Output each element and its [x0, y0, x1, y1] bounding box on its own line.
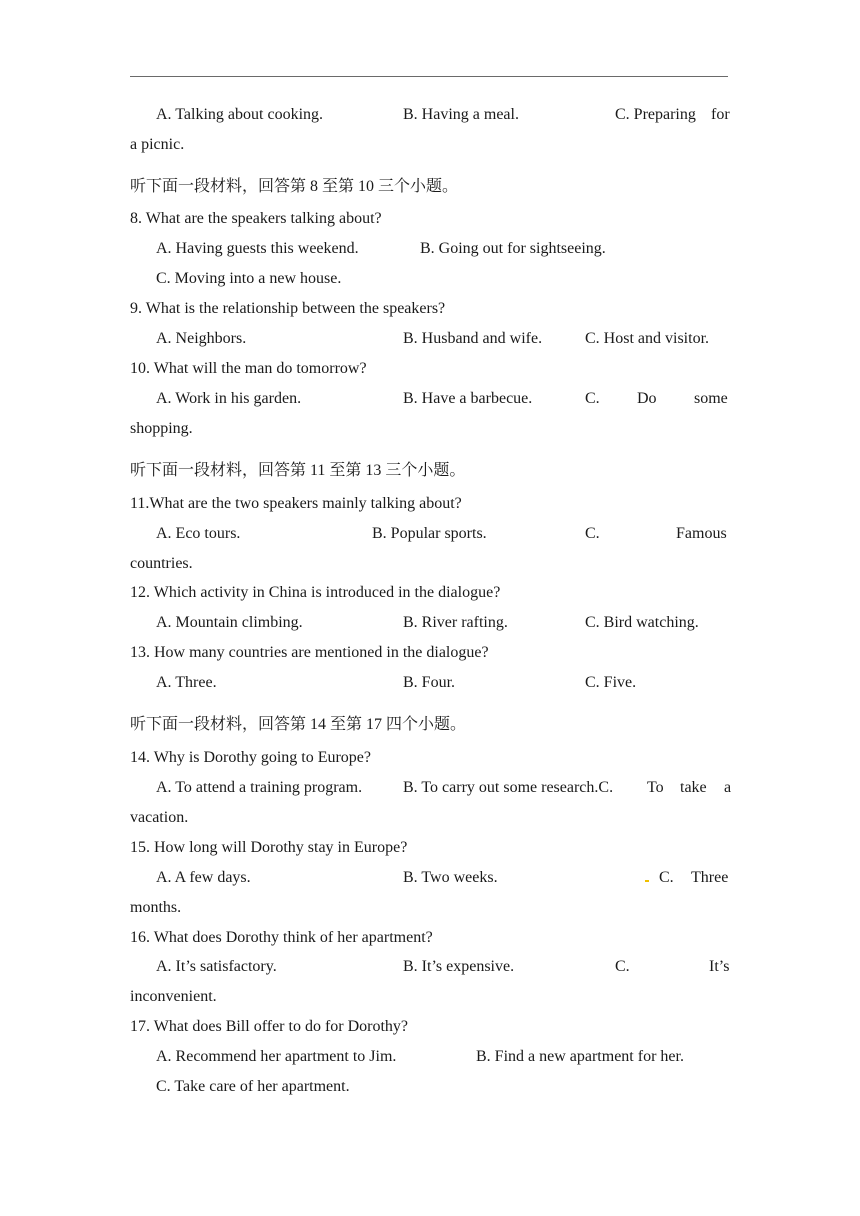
q7-option-c-wrap: a picnic. — [130, 136, 185, 153]
q16-option-c-word: It’s — [709, 958, 730, 975]
section-heading-14-17: 听下面一段材料，回答第 14 至第 17 四个小题。 — [130, 716, 467, 733]
q16-option-c-wrap: inconvenient. — [130, 988, 217, 1005]
q17-option-b: B. Find a new apartment for her. — [476, 1048, 684, 1065]
q15-option-c-wrap: months. — [130, 899, 182, 916]
q10-option-c-wrap: shopping. — [130, 420, 193, 437]
q16-stem: 16. What does Dorothy think of her apartment? — [130, 929, 433, 946]
header-rule — [130, 76, 728, 77]
q17-option-c: C. Take care of her apartment. — [156, 1078, 350, 1095]
q11-option-b: B. Popular sports. — [372, 525, 487, 542]
q15-option-a: A. A few days. — [156, 869, 251, 886]
section-heading-8-10: 听下面一段材料，回答第 8 至第 10 三个小题。 — [130, 178, 459, 195]
q13-option-a: A. Three. — [156, 674, 217, 691]
q12-option-c: C. Bird watching. — [585, 614, 699, 631]
q9-option-b: B. Husband and wife. — [403, 330, 543, 347]
q14-option-a: A. To attend a training program. — [156, 779, 363, 796]
q12-option-a: A. Mountain climbing. — [156, 614, 303, 631]
q11-stem: 11.What are the two speakers mainly talking about? — [130, 495, 462, 512]
q14-option-b: B. To carry out some research.C. — [403, 779, 614, 796]
q10-option-c-word: Do — [637, 390, 657, 407]
q10-option-c: C. — [585, 390, 600, 407]
q7-option-a: A. Talking about cooking. — [156, 106, 324, 123]
q12-stem: 12. Which activity in China is introduced in the dialogue? — [130, 584, 501, 601]
q7-option-b: B. Having a meal. — [403, 106, 519, 123]
highlight-mark — [645, 880, 649, 882]
q9-option-a: A. Neighbors. — [156, 330, 247, 347]
q11-option-c-word: Famous — [676, 525, 727, 542]
q14-option-c-word: take — [680, 779, 707, 796]
q11-option-c-wrap: countries. — [130, 555, 193, 572]
q14-option-c-word: To — [647, 779, 664, 796]
q14-stem: 14. Why is Dorothy going to Europe? — [130, 749, 372, 766]
q17-option-a: A. Recommend her apartment to Jim. — [156, 1048, 397, 1065]
q15-option-c: C. — [659, 869, 674, 886]
q10-option-a: A. Work in his garden. — [156, 390, 302, 407]
q9-stem: 9. What is the relationship between the speakers? — [130, 300, 446, 317]
q16-option-c: C. — [615, 958, 630, 975]
q8-option-a: A. Having guests this weekend. — [156, 240, 359, 257]
q8-stem: 8. What are the speakers talking about? — [130, 210, 382, 227]
q7-option-c-cont: for — [711, 106, 730, 123]
section-heading-11-13: 听下面一段材料，回答第 11 至第 13 三个小题。 — [130, 462, 466, 479]
q15-option-c-word: Three — [691, 869, 729, 886]
q16-option-a: A. It’s satisfactory. — [156, 958, 277, 975]
q8-option-c: C. Moving into a new house. — [156, 270, 342, 287]
q13-stem: 13. How many countries are mentioned in the dialogue? — [130, 644, 489, 661]
q15-option-b: B. Two weeks. — [403, 869, 498, 886]
q8-option-b: B. Going out for sightseeing. — [420, 240, 606, 257]
q7-option-c: C. Preparing — [615, 106, 696, 123]
q9-option-c: C. Host and visitor. — [585, 330, 710, 347]
q15-stem: 15. How long will Dorothy stay in Europe? — [130, 839, 408, 856]
q13-option-b: B. Four. — [403, 674, 456, 691]
q12-option-b: B. River rafting. — [403, 614, 508, 631]
q11-option-a: A. Eco tours. — [156, 525, 241, 542]
q14-option-c-wrap: vacation. — [130, 809, 189, 826]
q13-option-c: C. Five. — [585, 674, 637, 691]
q16-option-b: B. It’s expensive. — [403, 958, 515, 975]
q10-option-b: B. Have a barbecue. — [403, 390, 533, 407]
q17-stem: 17. What does Bill offer to do for Dorothy? — [130, 1018, 409, 1035]
q11-option-c: C. — [585, 525, 600, 542]
q10-option-c-word: some — [694, 390, 728, 407]
q14-option-c-word: a — [724, 779, 732, 796]
q10-stem: 10. What will the man do tomorrow? — [130, 360, 367, 377]
